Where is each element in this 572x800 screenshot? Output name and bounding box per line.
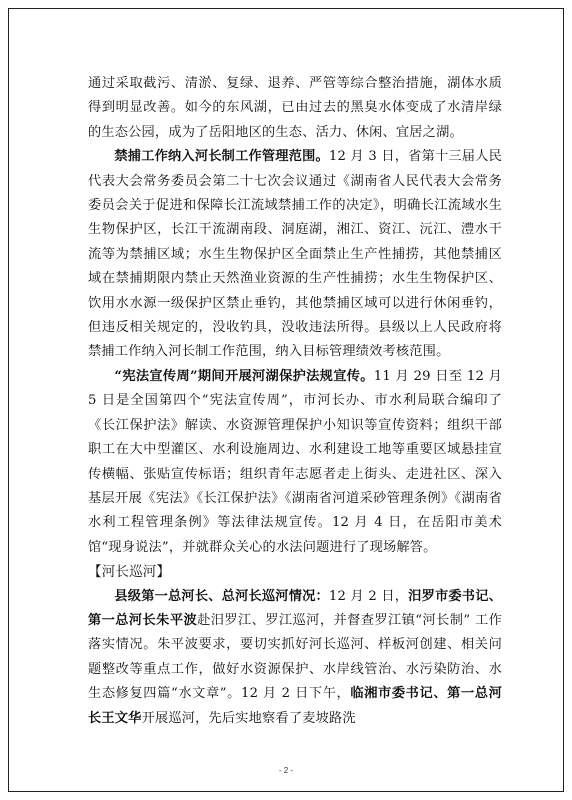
paragraph-lead: 县级第一总河长、总河长巡河情况： [114,588,329,604]
page-number: - 2 - [278,766,294,775]
document-body [88,72,502,731]
paragraph-east-lake: 通过采取截污、清淤、复绿、退养、严管等综合整治措施，湖体水质得到明显改善。如今的东风湖，已由过去的黑臭水体变成了水清岸绿的生态公园，成为了岳阳地区的生态、活力、休闲、宜居之湖。 [88,76,502,140]
paragraph-text: 12 月 2 日， [328,588,409,604]
paragraph-text: 开展巡河，先后实地察看了麦坡路洗 [141,710,356,726]
paragraph-text: 12 月 3 日，省第十三届人民代表大会常务委员会第二十七次会议通过《湖南省人民代表大会常务委员会关于促进和保障长江流域禁捕工作的决定》，明确长江流域水生生物保护区，长江干流湖南段、洞庭湖，湘江、资江、沅江、澧水干流等为禁捕区域；水生生物保护区全面禁止生产性捕捞，其他禁捕区域在禁捕期限内禁止天然渔业资源的生产性捕捞；水生生物保护区、饮用水水源一级保护区禁止垂钓，其他禁捕区域可以进行休闲垂钓，但违反相关规定的，没收钓具，没收违法所得。县级以上人民政府将禁捕工作纳入河长制工作范围，纳入目标管理绩效考核范围。 [88,149,502,360]
paragraph-lead: 禁捕工作纳入河长制工作管理范围。 [114,149,329,165]
paragraph-text: 赴汨罗江、罗江巡河，并督查罗江镇“河长制” 工作落实情况。朱平波要求，要切实抓好河长巡河、样板河创建、相关问题整改等重点工作，做好水资源保护、水岸线管治、水污染防治、水生态修复四篇“水文章”。12 月 2 日下午， [88,612,502,702]
paragraph-lead: “宪法宣传周”期间开展河湖保护法规宣传。 [114,368,374,384]
paragraph-constitution-week [88,365,502,560]
paragraph-text: 11 月 29 日至 12 月 5 日是全国第四个“宪法宣传周”，市河长办、市水利局联合编印了《长江保护法》解读、水资源管理保护小知识等宣传资料；组织干部职工在大中型灌区、水利设施周边、水利建设工地等重要区域悬挂宣传横幅、张贴宣传标语；组织青年志愿者走上街头、走进社区、深入基层开展《宪法》《长江保护法》《湖南省河道采砂管理条例》《湖南省水利工程管理条例》等法律法规宣传。12 月 4 日，在岳阳市美术馆“现身说法”，并就群众关心的水法问题进行了现场解答。 [88,368,502,555]
section-heading-river-patrol: 【河长巡河】 [88,564,171,581]
official-name: 汨罗市委书记、第一总河长朱平波 [88,588,502,628]
official-name: 临湘市委书记、第一总河长王文华 [88,686,502,726]
paragraph-fishing-ban [88,145,502,365]
paragraph-county-patrol [88,585,502,731]
